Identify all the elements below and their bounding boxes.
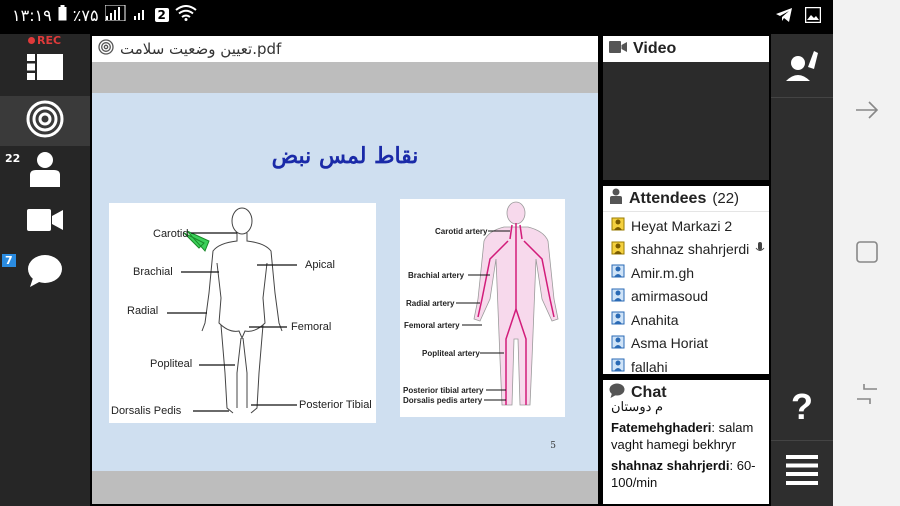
raise-hand-icon (784, 47, 820, 87)
attendees-header (603, 186, 769, 212)
presentation-small-icon (98, 39, 114, 59)
attendee-item[interactable] (603, 285, 769, 309)
presenter-icon (611, 217, 625, 234)
clock: ۱۳:۱۹ (12, 5, 52, 25)
attendee-name: Anahita (631, 311, 679, 328)
attendee-count-badge: 22 (5, 152, 21, 165)
attendee-name: fallahi (631, 358, 668, 375)
attendees-title-row (609, 188, 739, 209)
figure1-label-brachial: Brachial (133, 266, 173, 278)
video-title-row (609, 40, 676, 58)
attendees-icon (609, 188, 623, 209)
video-camera-icon (609, 40, 627, 58)
attendee-name: Asma Horiat (631, 335, 709, 352)
figure1-label-dorsalis-pedis: Dorsalis Pedis (111, 405, 182, 417)
presentation-icon (26, 100, 64, 142)
attendee-name: shahnaz shahrjerdi (631, 241, 750, 258)
figure1-label-apical: Apical (305, 259, 335, 271)
menu-icon (786, 455, 818, 489)
attendees-title: Attendees (629, 189, 707, 207)
figure1-label-radial: Radial (127, 305, 159, 317)
signal-icon (105, 5, 127, 25)
chat-message (611, 419, 761, 453)
nav-recents-button[interactable] (851, 380, 883, 412)
attendee-name: Heyat Markazi 2 (631, 217, 733, 234)
wifi-icon (175, 5, 197, 25)
attendee-item[interactable] (603, 214, 769, 238)
chat-text: : salam vaght hamegi bekhryr (611, 420, 754, 452)
attendee-list[interactable] (603, 212, 769, 379)
chat-message (611, 457, 761, 491)
figure1-label-popliteal: Popliteal (150, 358, 193, 370)
nav-home-button[interactable] (851, 238, 883, 270)
battery-icon (58, 5, 67, 25)
recents-icon (856, 383, 878, 409)
attendee-item[interactable] (603, 308, 769, 332)
telegram-icon (775, 7, 793, 27)
slide (92, 93, 598, 471)
signal2-icon (133, 5, 149, 25)
presenter-icon (611, 241, 625, 258)
left-sidebar (0, 34, 90, 506)
user-icon (611, 335, 625, 352)
attendees-count: (22) (712, 190, 740, 207)
camera-icon (27, 209, 63, 235)
rec-label: REC (37, 34, 62, 47)
presentation-button[interactable] (0, 96, 90, 146)
attendee-name: amirmasoud (631, 288, 709, 305)
help-button[interactable] (771, 376, 833, 438)
user-icon (611, 264, 625, 281)
raise-hand-button[interactable] (771, 36, 833, 98)
presentation-area[interactable] (92, 62, 598, 504)
rec-dot-icon (28, 37, 35, 44)
figure1-label-carotid: Carotid (153, 228, 189, 240)
video-title: Video (633, 40, 677, 57)
help-icon: ? (791, 386, 813, 427)
chat-title: Chat (631, 384, 667, 401)
battery-percent: ٪۷۵ (72, 5, 99, 25)
figure1-label-posterior-tibial: Posterior Tibial (299, 399, 372, 411)
gallery-icon (805, 7, 821, 27)
layout-button[interactable] (0, 44, 90, 94)
slide-title: نقاط لمس نبض (271, 143, 419, 169)
user-icon (611, 358, 625, 375)
chat-count-badge: 7 (2, 254, 16, 267)
attendee-item[interactable] (603, 238, 769, 262)
figure2-label-dorsalis-pedis-artery: Dorsalis pedis artery (403, 396, 483, 405)
chat-sender: Fatemehghaderi (611, 420, 712, 435)
people-icon (28, 151, 62, 191)
microphone-icon (755, 241, 765, 258)
chat-icon (27, 254, 63, 292)
figure2-label-posterior-tibial-artery: Posterior tibial artery (403, 386, 484, 395)
figure2-label-femoral-artery: Femoral artery (404, 321, 460, 330)
user-icon (611, 288, 625, 305)
chat-text: : 60-100/min (611, 458, 756, 490)
system-nav-bar (833, 0, 900, 506)
figure1-label-femoral: Femoral (291, 321, 332, 333)
figure2-label-popliteal-artery: Popliteal artery (422, 349, 480, 358)
chat-partial-line: م دوستان (611, 399, 664, 414)
attendee-name: Amir.m.gh (631, 264, 695, 281)
status-bar (0, 0, 833, 34)
chat-button[interactable] (0, 248, 90, 298)
document-title-bar (92, 36, 598, 62)
nav-forward-button[interactable] (851, 96, 883, 128)
attendee-item[interactable] (603, 355, 769, 379)
status-right (775, 7, 821, 27)
chat-sender: shahnaz shahrjerdi (611, 458, 730, 473)
attendee-item[interactable] (603, 261, 769, 285)
arteries-figure (400, 199, 565, 417)
camera-button[interactable] (0, 197, 90, 247)
sim2-icon: 2 (155, 8, 169, 22)
figure2-label-carotid-artery: Carotid artery (435, 227, 488, 236)
layout-icon (27, 54, 63, 84)
right-toolbar (771, 34, 833, 506)
arrow-right-icon (855, 101, 879, 123)
document-filename: تعیین وضعیت سلامت.pdf (120, 40, 282, 58)
square-icon (856, 241, 878, 267)
figure2-label-radial-artery: Radial artery (406, 299, 455, 308)
video-panel (603, 36, 769, 180)
video-header (603, 36, 769, 62)
chat-panel (603, 380, 769, 504)
user-icon (611, 311, 625, 328)
chat-messages[interactable] (603, 398, 769, 491)
menu-button[interactable] (771, 440, 833, 502)
people-button[interactable] (0, 146, 90, 196)
slide-number: 5 (550, 441, 556, 451)
attendee-item[interactable] (603, 332, 769, 356)
status-left (12, 5, 197, 25)
pulse-points-figure (109, 203, 376, 423)
figure2-label-brachial-artery: Brachial artery (408, 271, 465, 280)
attendees-panel (603, 186, 769, 374)
